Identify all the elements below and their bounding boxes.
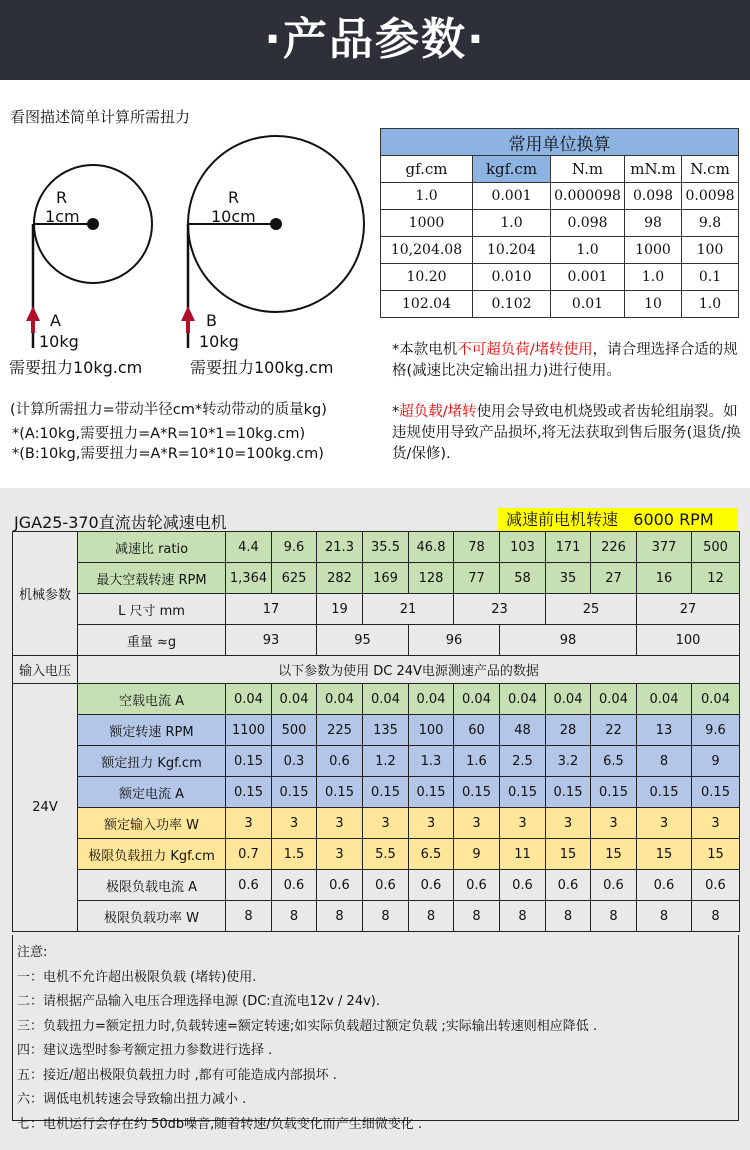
spec-value: 100 [409, 715, 454, 746]
diagram-subtitle: 看图描述简单计算所需扭力 [10, 108, 191, 126]
spec-row [13, 625, 740, 656]
spec-value: 0.6 [272, 870, 317, 901]
spec-value: 377 [637, 532, 692, 563]
spec-value: 21 [363, 594, 454, 625]
spec-value: 95 [317, 625, 409, 656]
unit-cell: 10,204.08 [381, 237, 473, 264]
spec-value: 0.6 [317, 870, 363, 901]
spec-value: 96 [409, 625, 500, 656]
spec-value: 0.6 [500, 870, 546, 901]
spec-row-label: 额定电流 A [78, 777, 226, 808]
spec-value: 0.04 [692, 684, 740, 715]
spec-value: 8 [226, 901, 272, 932]
spec-value: 3 [637, 808, 692, 839]
notes-title: 注意: [17, 945, 48, 960]
spec-value: 3 [500, 808, 546, 839]
spec-value: 0.6 [226, 870, 272, 901]
spec-value: 0.15 [317, 777, 363, 808]
unit-cell: 0.010 [473, 264, 551, 291]
spec-value: 23 [454, 594, 546, 625]
unit-cell: 0.098 [551, 210, 625, 237]
unit-header: gf.cm [381, 156, 473, 183]
spec-row-label: 额定转速 RPM [78, 715, 226, 746]
spec-value: 0.15 [454, 777, 500, 808]
spec-value: 3 [591, 808, 637, 839]
spec-row [13, 715, 740, 746]
spec-value: 226 [591, 532, 637, 563]
spec-value: 0.15 [500, 777, 546, 808]
unit-cell: 1.0 [682, 291, 739, 318]
spec-value: 0.04 [546, 684, 591, 715]
spec-value: 78 [454, 532, 500, 563]
spec-value: 8 [454, 901, 500, 932]
spec-value: 3 [317, 808, 363, 839]
spec-value: 9.6 [692, 715, 740, 746]
spec-row [13, 777, 740, 808]
axle-a [87, 218, 99, 230]
spec-value: 3 [692, 808, 740, 839]
spec-value: 9 [454, 839, 500, 870]
spec-value: 25 [546, 594, 637, 625]
point-a: A [50, 311, 61, 330]
unit-cell: 1000 [381, 210, 473, 237]
note-item: 五：接近/超出极限负载扭力时 ,都有可能造成内部损坏 . [17, 1067, 337, 1083]
spec-value: 3 [226, 808, 272, 839]
spec-value: 3 [272, 808, 317, 839]
point-b: B [206, 311, 217, 330]
spec-value: 0.04 [272, 684, 317, 715]
spec-row-label: 最大空载转速 RPM [78, 563, 226, 594]
spec-value: 28 [546, 715, 591, 746]
torque-a: 需要扭力10kg.cm [9, 358, 143, 377]
example-a: *(A:10kg,需要扭力=A*R=10*1=10kg.cm) [12, 426, 306, 442]
spec-row-label: L 尺寸 mm [78, 594, 226, 625]
spec-row-label: 极限负载功率 W [78, 901, 226, 932]
torque-b: 需要扭力100kg.cm [190, 358, 334, 377]
spec-row [13, 839, 740, 870]
spec-value: 169 [363, 563, 409, 594]
group-24v: 24V [13, 684, 78, 932]
unit-row [381, 183, 739, 210]
spec-value: 3 [409, 808, 454, 839]
page-header: ·产品参数· [0, 0, 750, 80]
spec-value: 3 [454, 808, 500, 839]
unit-cell: 98 [625, 210, 682, 237]
spec-value: 48 [500, 715, 546, 746]
spec-value: 0.15 [226, 746, 272, 777]
spec-value: 15 [546, 839, 591, 870]
unit-cell: 0.01 [551, 291, 625, 318]
spec-value: 0.6 [546, 870, 591, 901]
spec-value: 6.5 [591, 746, 637, 777]
spec-value: 100 [637, 625, 740, 656]
spec-row [13, 901, 740, 932]
spec-value: 19 [317, 594, 363, 625]
unit-row [381, 291, 739, 318]
spec-value: 21.3 [317, 532, 363, 563]
spec-value: 15 [692, 839, 740, 870]
unit-row [381, 237, 739, 264]
spec-value: 13 [637, 715, 692, 746]
spec-table [12, 531, 740, 932]
note-item: 二：请根据产品输入电压合理选择电源 (DC:直流电12v / 24v). [17, 994, 380, 1009]
spec-value: 8 [637, 746, 692, 777]
mass-b: 10kg [199, 332, 239, 351]
r-value-b: 10cm [211, 207, 256, 226]
torque-diagram [0, 120, 375, 390]
spec-value: 3 [317, 839, 363, 870]
unit-cell: 9.8 [682, 210, 739, 237]
spec-row-label: 减速比 ratio [78, 532, 226, 563]
spec-value: 1.3 [409, 746, 454, 777]
spec-value: 8 [317, 901, 363, 932]
spec-value: 171 [546, 532, 591, 563]
spec-value: 0.6 [363, 870, 409, 901]
formula: (计算所需扭力=带动半径cm*转动带动的质量kg) [10, 402, 327, 418]
spec-value: 8 [272, 901, 317, 932]
spec-value: 1100 [226, 715, 272, 746]
spec-row-label: 额定扭力 Kgf.cm [78, 746, 226, 777]
spec-value: 0.15 [409, 777, 454, 808]
motor-rpm-badge: 减速前电机转速 6000 RPM [498, 508, 738, 531]
unit-cell: 1.0 [473, 210, 551, 237]
note-item: 七：电机运行会存在约 50db噪音,随着转速/负载变化而产生细微变化 . [17, 1116, 422, 1132]
spec-value: 17 [226, 594, 317, 625]
spec-value: 0.15 [591, 777, 637, 808]
unit-cell: 10 [625, 291, 682, 318]
example-b: *(B:10kg,需要扭力=A*R=10*10=100kg.cm) [12, 446, 324, 462]
r-label-a: R [56, 188, 68, 207]
spec-value: 0.04 [454, 684, 500, 715]
spec-value: 58 [500, 563, 546, 594]
arrow-a-icon [26, 306, 40, 333]
spec-value: 9.6 [272, 532, 317, 563]
spec-value: 0.04 [500, 684, 546, 715]
spec-value: 15 [591, 839, 637, 870]
spec-value: 0.04 [591, 684, 637, 715]
unit-header: N.m [551, 156, 625, 183]
group-mechanical: 机械参数 [13, 532, 78, 656]
spec-value: 35.5 [363, 532, 409, 563]
spec-value: 27 [591, 563, 637, 594]
unit-cell: 1.0 [381, 183, 473, 210]
unit-header: mN.m [625, 156, 682, 183]
spec-value: 8 [591, 901, 637, 932]
arrow-b-icon [181, 306, 195, 333]
unit-cell: 1000 [625, 237, 682, 264]
spec-row [13, 870, 740, 901]
spec-value: 8 [637, 901, 692, 932]
note-item: 三：负载扭力=额定扭力时,负载转速=额定转速;如实际负载超过额定负载 ;实际输出转速则相应降低 . [17, 1018, 598, 1034]
spec-row [13, 684, 740, 715]
spec-value: 27 [637, 594, 740, 625]
unit-header: kgf.cm [473, 156, 551, 183]
spec-value: 3 [546, 808, 591, 839]
spec-value: 60 [454, 715, 500, 746]
spec-row-label: 空载电流 A [78, 684, 226, 715]
spec-value: 0.04 [317, 684, 363, 715]
spec-value: 0.6 [591, 870, 637, 901]
unit-row [381, 210, 739, 237]
warning-overload: *本款电机不可超负荷/堵转使用，请合理选择合适的规格(减速比决定输出扭力)进行使用。 [392, 342, 738, 379]
unit-cell: 0.001 [551, 264, 625, 291]
spec-value: 0.7 [226, 839, 272, 870]
r-label-b: R [228, 188, 240, 207]
warning-damage: *超负载/堵转使用会导致电机烧毁或者齿轮组崩裂。如违规使用导致产品损坏,将无法获取到售后服务(退货/换货/保修). [392, 404, 741, 462]
spec-value: 0.04 [363, 684, 409, 715]
unit-cell: 10.20 [381, 264, 473, 291]
spec-value: 93 [226, 625, 317, 656]
r-value-a: 1cm [45, 207, 80, 226]
note-item: 六：调低电机转速会导致输出扭力减小 . [17, 1092, 247, 1107]
unit-cell: 0.102 [473, 291, 551, 318]
spec-value: 0.15 [637, 777, 692, 808]
unit-cell: 0.0098 [682, 183, 739, 210]
spec-value: 1.2 [363, 746, 409, 777]
unit-cell: 0.001 [473, 183, 551, 210]
spec-value: 2.5 [500, 746, 546, 777]
spec-value: 16 [637, 563, 692, 594]
unit-header-row [381, 156, 739, 183]
spec-value: 225 [317, 715, 363, 746]
spec-value: 6.5 [409, 839, 454, 870]
spec-value: 0.6 [454, 870, 500, 901]
unit-table-title: 常用单位换算 [381, 129, 739, 156]
axle-b [270, 218, 282, 230]
spec-value: 625 [272, 563, 317, 594]
unit-cell: 0.000098 [551, 183, 625, 210]
spec-value: 8 [692, 901, 740, 932]
unit-header: N.cm [682, 156, 739, 183]
spec-value: 15 [637, 839, 692, 870]
spec-value: 0.15 [226, 777, 272, 808]
spec-value: 3.2 [546, 746, 591, 777]
unit-conversion-table [380, 128, 739, 318]
spec-row [13, 808, 740, 839]
spec-value: 0.3 [272, 746, 317, 777]
spec-row [13, 746, 740, 777]
spec-title: JGA25-370直流齿轮减速电机 [14, 513, 227, 532]
spec-value: 103 [500, 532, 546, 563]
spec-value: 135 [363, 715, 409, 746]
spec-row-label: 额定输入功率 W [78, 808, 226, 839]
note-item: 一：电机不允许超出极限负载 (堵转)使用. [17, 969, 257, 985]
spec-value: 1.6 [454, 746, 500, 777]
spec-row [13, 532, 740, 563]
spec-row [13, 563, 740, 594]
spec-value: 0.6 [637, 870, 692, 901]
spec-row-label: 极限负载扭力 Kgf.cm [78, 839, 226, 870]
note-item: 四：建议选型时参考额定扭力参数进行选择 . [17, 1043, 273, 1058]
spec-value: 9 [692, 746, 740, 777]
unit-cell: 1.0 [625, 264, 682, 291]
spec-value: 0.15 [546, 777, 591, 808]
group-input-voltage: 输入电压 [13, 656, 78, 684]
spec-value: 0.15 [363, 777, 409, 808]
spec-value: 0.04 [226, 684, 272, 715]
spec-value: 0.15 [272, 777, 317, 808]
spec-value: 3 [363, 808, 409, 839]
spec-value: 5.5 [363, 839, 409, 870]
spec-value: 98 [500, 625, 637, 656]
spec-value: 0.6 [409, 870, 454, 901]
unit-cell: 102.04 [381, 291, 473, 318]
spec-value: 0.6 [317, 746, 363, 777]
mass-a: 10kg [39, 332, 79, 351]
spec-row-label: 重量 ≈g [78, 625, 226, 656]
spec-value: 22 [591, 715, 637, 746]
spec-value: 8 [409, 901, 454, 932]
spec-value: 1,364 [226, 563, 272, 594]
spec-value: 77 [454, 563, 500, 594]
spec-value: 35 [546, 563, 591, 594]
spec-value: 0.15 [692, 777, 740, 808]
spec-value: 12 [692, 563, 740, 594]
unit-cell: 1.0 [551, 237, 625, 264]
unit-cell: 10.204 [473, 237, 551, 264]
notes-box [12, 935, 739, 1132]
spec-value: 282 [317, 563, 363, 594]
unit-cell: 100 [682, 237, 739, 264]
spec-value: 128 [409, 563, 454, 594]
spec-value: 0.04 [637, 684, 692, 715]
spec-value: 500 [272, 715, 317, 746]
spec-value: 8 [363, 901, 409, 932]
spec-value: 11 [500, 839, 546, 870]
unit-row [381, 264, 739, 291]
spec-row-label: 极限负载电流 A [78, 870, 226, 901]
spec-value: 4.4 [226, 532, 272, 563]
spec-value: 46.8 [409, 532, 454, 563]
input-voltage-note: 以下参数为使用 DC 24V电源测速产品的数据 [78, 656, 740, 684]
spec-value: 1.5 [272, 839, 317, 870]
unit-cell: 0.098 [625, 183, 682, 210]
spec-value: 8 [500, 901, 546, 932]
unit-cell: 0.1 [682, 264, 739, 291]
spec-value: 0.6 [692, 870, 740, 901]
spec-value: 8 [546, 901, 591, 932]
spec-value: 0.04 [409, 684, 454, 715]
spec-row [13, 594, 740, 625]
input-voltage-row [13, 656, 740, 684]
spec-value: 500 [692, 532, 740, 563]
